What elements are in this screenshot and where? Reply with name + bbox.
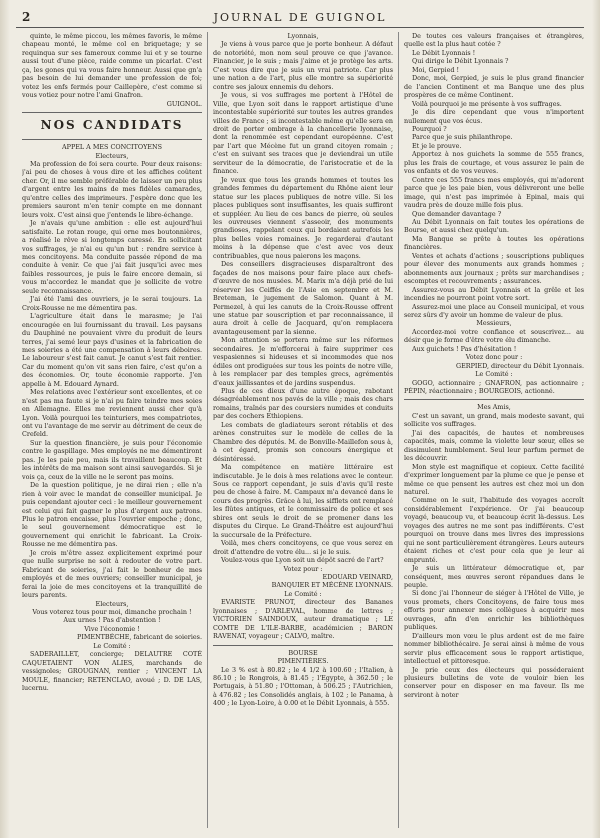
- paragraph: De la question politique, je ne dirai rien ; elle n'a rien à voir avec le mandat de conseiller municipal. Je puis cependant ajouter ceci : le meilleur gouvernement est celui qui fait gagner le plus d'argent aux patrons. Plus le patron encaisse, plus l'ouvrier empoche ; donc, le seul gouvernement démocratique est le gouvernement qui enrichit le fabricant. La Croix-Rousse ne me démentira pas.: [22, 481, 202, 549]
- signature-line: GERPIED, directeur du Débit Lyonnais.: [456, 361, 584, 370]
- paragraph: Ventes et achats d'actions ; souscriptions publiques pour élever des monuments aux grands hommes ; abonnements aux journaux ; prêts sur marchandises ; escomptes et recouvrements ; assurances.: [404, 251, 584, 286]
- paragraph: Que demander davantage ?: [412, 209, 502, 218]
- column-2: [213, 32, 393, 828]
- signature-line: BANQUIER ET MÉCÈNE LYONNAIS.: [271, 581, 393, 590]
- paragraph: Je suis un littérateur démocratique et, par conséquent, mes œuvres seront répandues dans le peuple.: [404, 564, 584, 589]
- paragraph: Voulez-vous que Lyon soit un dépôt sacré de l'art?: [221, 556, 384, 565]
- divider-rule: [22, 112, 202, 113]
- paragraph: quinte, le même piccou, les mêmes favoris, le même chapeau monté, le même col en briquetage; y se requinqua sur ses fameroux comme lui et y se tourne aussi tout d'une pièce, raide comme un picarlat. C'est ça, les gones qui va vous faire honneur. Aussi que gn'a pas besoin de lui demander une profession de foi; votez les enfs fermés pour Caillepère, c'est comme si vous votiez pour notre l'ami Gnafron.: [22, 32, 202, 100]
- centered-line: Le Comité :: [475, 370, 513, 379]
- paragraph: Contre ces 555 francs mes employés, qui m'adorent parce que je les paie bien, vous délivreront une belle image, qui n'est pas imprimée à Epinal, mais qui vaudra près de douze mille fois plus.: [404, 175, 584, 210]
- paragraph: De toutes ces valeurs françaises et étrangères, quelle est la plus haut cotée ?: [404, 32, 584, 49]
- paragraph: C'est un savant, un grand, mais modeste savant, qui sollicite vos suffrages.: [404, 411, 584, 429]
- paragraph: Voilà pourquoi je me présente à vos suffrages.: [412, 99, 562, 108]
- column-1: [22, 32, 202, 828]
- paragraph: Comme on le suit, l'habitude des voyages accroît considérablement l'expérience. Or j'ai beaucoup voyagé, beaucoup vu, et beaucoup écrit là-dessus. Les voyages des autres ne me sont pas indifférents. C'est pourquoi on trouve dans mes livres des impressions qui ne sont particulièrement étrangères. Leurs auteurs étaient riches et c'est pour cela que je leur ai emprunté.: [404, 496, 584, 564]
- divider-rule: [22, 139, 202, 140]
- paragraph: Qui dirige le Débit Lyonnais ?: [412, 57, 509, 66]
- paragraph: Ma Banque se prête à toutes les opérations financières.: [404, 234, 584, 252]
- paragraph: Je prie ceux des électeurs qui posséderaient plusieurs bulletins de vote de vouloir bien les conserver pour en disposer en ma faveur. Ils me serviront à noter: [404, 665, 584, 699]
- column-separator: [398, 32, 399, 828]
- centered-line: Votez donc pour :: [465, 353, 523, 362]
- signature-line: EDOUARD VEINARD,: [322, 573, 393, 581]
- paragraph: Ma profession de foi sera courte. Pour deux raisons: j'ai peu de choses à vous dire et les affiches coûtent cher. Or, il me semble préférable de laisser un peu plus d'argent entre les mains de mes fidèles camarades, qu'entre celles des imprimeurs. J'espère donc que les premiers sauront m'en tenir compte en me donnant leurs voix. C'est ainsi que j'entends le libre-échange.: [22, 159, 202, 219]
- paragraph: Si donc j'ai l'honneur de siéger à l'Hôtel de Ville, je vous promets, chers Concitoyens, de faire tous mes efforts pour annexer mes collègues à acquérir mes ouvrages, afin d'en enrichir les bibliothèques publiques.: [404, 589, 584, 632]
- paragraph: L'agriculture était dans le marasme; je l'ai encouragée en lui fournissant du travail. Les paysans du Dauphiné ne pouvaient vivre du produit de leurs terres, j'ai semé leur pays d'usines et la fabrication de mes soieries a été une compensation à leurs déboires. Le laboureur s'est fait canut. Je canut s'est fait rentier. Car du moment qu'on vit sans rien faire, c'est qu'on a des économies. Or, toute économie rapporte. J'en appelle à M. Edouard Aynard.: [22, 312, 202, 388]
- paragraph: Je vous, si vos suffrages me portent à l'Hôtel de Ville, que Lyon soit dans le rapport artistique d'une incontestable supériorité sur toutes les autres grandes villes de France ; si incontestable même qu'elle sera en droit de porter ombrage à la chancellerie lyonnaise, dont la renommée est cependant européenne. C'est par l'art que Mécène fut un grand citoyen romain ; c'est en suivant ses traces que je deviendrai un utile serviteur de la démocratie, de l'aristocratie et de la finance.: [213, 91, 393, 176]
- centered-line: Vous voterez tous pour moi, dimanche prochain !: [32, 608, 192, 616]
- paragraph: Mon attention se portera même sur les réformes secondaires. Je m'efforcerai à faire supprimer ces vespasiennes si hideuses et si incommodes que nos édiles ont prodiguées sur tous les points de notre ville, à les remplacer par des temples grecs, agrémentés d'eaux jaillissantes et de jardins suspendus.: [213, 336, 393, 387]
- paragraph: Et je le prouve.: [412, 141, 462, 150]
- paragraph: Mon style est magnifique et copieux. Cette facilité d'exprimer longuement par la plume ce que je pense et même ce que pensent les autres est chez moi un don naturel.: [404, 462, 584, 497]
- paragraph: Plus de ces dieux d'une autre époque, rabotant désagréablement nos pavés de la ville ; mais des chars romains, traînés par des coursiers numides et conduits par des cochers Ethiopiens.: [213, 387, 393, 421]
- column-separator: [207, 32, 208, 828]
- divider-rule: [404, 399, 584, 400]
- centered-line: Electeurs,: [95, 151, 129, 160]
- paragraph: J'ai des capacités, de hautes et nombreuses capacités, mais, comme la violette leur sœur, elles se dissimulent humblement. Seul leur parfum permet de les découvrir.: [404, 428, 584, 463]
- page-edge-left: [0, 0, 10, 838]
- centered-line: Messieurs,: [476, 319, 512, 328]
- masthead-title: JOURNAL DE GUIGNOL: [213, 11, 387, 24]
- paragraph: Mes relations avec l'extérieur sont excellentes, et ce n'est pas ma faute si je n'ai pu faire teindre mes soies en Allemagne. Elles me reviennent aussi cher qu'à Lyon. Voilà pourquoi les teinturiers, mes compatriotes, ont vu l'avantage de me servir au détriment de ceux de Crefeld.: [22, 388, 202, 439]
- paragraph: Accordez-moi votre confiance et souscrivez... au désir que je forme d'être votre élu dimanche.: [404, 327, 584, 345]
- paragraph: Pourquoi ?: [412, 124, 447, 133]
- paragraph: Je dis dire cependant que vous n'importent nullement que vos écus.: [404, 108, 584, 125]
- centered-line: Lyonnais,: [287, 32, 319, 40]
- centered-line: PIMENTIÈRES.: [277, 657, 329, 666]
- centered-line: Le Comité :: [284, 589, 322, 598]
- paragraph: Des conseillers disgracieuses disparaîtront des façades de nos maisons pour faire place aux chefs-d'œuvre de nos musées. M. Marix m'a déjà prié de lui réserver les Ceiffés de l'Asie en septembre et M. Breteman, le jugement de Salomon. Quant à M. Permezel, à qui les canuts de la Croix-Rousse offrent une statue par souscription et par reconnaissance, il aura droit à celle de Jacquard, qu'on remplacera avantageusement par la sienne.: [213, 260, 393, 336]
- paragraph: Assurez-vous au Débit Lyonnais et la grêle et les incendies ne pourront point votre sort.: [404, 285, 584, 303]
- paragraph: D'ailleurs mon vœu le plus ardent est de me faire nommer bibliothécaire. Je serai ainsi à même de vous servir plus efficacement sous le rapport artistique, intellectuel et pittoresque.: [404, 631, 584, 666]
- paragraph: Je n'avais qu'une ambition : elle est aujourd'hui satisfaite. Le rotan rouge, qui orne mes boutonnières, a réalisé le rêve si longtemps caressé. En sollicitant vos suffrages, je n'ai eu qu'un but : rendre service à mes concitoyens. Ma conduite passée répond de ma conduite à venir. Ce que j'ai fait jusqu'ici avec mes faibles ressources, je puis le faire encore demain, si vous m'accordez le mandat que je sollicite de votre seule reconnaissance.: [22, 219, 202, 295]
- paragraph: Je viens à vous parce que je porte bonheur. A défaut de notoriété, mon nom seul prouve ce que j'avance. Financier, je le suis ; mais j'aime et je protège les arts. C'est vous dire que je suis un vrai patriote. Car plus une nation a de l'art, plus elle montre sa supériorité contre ses jaloux ennemis du dehors.: [213, 40, 393, 91]
- paragraph: Parce que je suis philanthrope.: [412, 133, 513, 142]
- signature-line: PIMENTBÉCHE, fabricant de soieries.: [77, 633, 202, 642]
- paragraph: Le 3 % est à 80.82 ; le 4 1/2 à 100.60 ; l'Italien, à 86.10 ; le Rongrois, à 81.45 ; l'Egypte, à 362.50 ; le Portugais, à 51.80 ; l'Ottoman, à 506.25 ; l'Autrichien, à 476.82 ; les Consolidés anglais, à 102 ; le Panama, à 400 ; le Lyon-Loire, à 0.00 et le Débit Lyonnais, à 555.: [213, 665, 393, 708]
- centered-line: BOURSE: [288, 648, 318, 657]
- paragraph: Donc, moi, Gerpied, je suis le plus grand financier de l'ancien Continent et ma Banque une des plus prospères de ce même Continent.: [404, 74, 584, 100]
- paragraph: Voilà, mes chers concitoyens, ce que vous serez en droit d'attendre de votre élu... si je le suis.: [213, 539, 393, 556]
- paragraph: Je crois m'être assez explicitement exprimé pour que nulle surprise ne soit à redouter de votre part. Fabricant de soieries, j'ai fait le bonheur de mes employés et de mes ouvriers; conseiller municipal, je ferai la joie de mes concitoyens et la tranquillité de leurs parents.: [22, 548, 202, 600]
- paragraph: Aux guichets ! Pas d'hésitation !: [412, 344, 517, 353]
- page-edge-right: [592, 0, 600, 838]
- paragraph: J'ai été l'ami des ouvriers, je le serai toujours. La Croix-Rousse ne me démentira pas.: [22, 295, 202, 312]
- paragraph: Apportez à nos guichets la somme de 555 francs, plus les frais de courtage, et vous assurez le pain de vos enfants et de vos veuves.: [404, 150, 584, 176]
- paragraph: SADERAILLET, concierge; DELAUTRE COTÉ CAQUETAIENT VON ALIES, marchands de vessignoles; GROUGNAN, rentier ; VINCENT LA MOULE, financier; RETENCLAO, avoué ; D. DE LAS, lucernu.: [22, 650, 202, 693]
- centered-line: APPEL A MES CONCITOYENS: [62, 143, 162, 152]
- paragraph: GOGO, actionnaire ; GNAFRON, pas actionnaire ; PÉPIN, réactionnaire ; BOURGEOIS, actionné.: [404, 378, 584, 396]
- signature-line: GUIGNOL.: [166, 99, 202, 108]
- column-3: [404, 32, 584, 828]
- paragraph: Au Débit Lyonnais on fait toutes les opérations de Bourse, et aussi chez quelqu'un.: [404, 217, 584, 235]
- paragraph: Assurez-moi une place au Conseil municipal, et vous serez sûrs d'y avoir un homme de valeur de plus.: [404, 302, 584, 319]
- paragraph: Le Débit Lyonnais !: [412, 48, 476, 57]
- header-rule: [16, 27, 584, 28]
- paragraph: Je veux que tous les grands hommes et toutes les grandes femmes du département du Rhône aient leur statue sur les places publiques de notre ville. Si les places publiques sont insuffisantes, les quais suffiront et suppléer. Au lieu de ces bancs de pierre, où seules les ouvreuses viennent s'asseoir, des monuments grandioses, rappelant ceux qui bordaient autrefois les plus belles voies romaines. Je regarderai d'autant moins à la dépense que c'est avec vos deux contribuables, que nous paierons les maçons.: [213, 175, 393, 260]
- centered-line: Le Comité :: [93, 641, 131, 650]
- divider-rule: [213, 645, 393, 646]
- paragraph: Sur la question financière, je suis pour l'économie contre le gaspillage. Mes employés ne me démentiront pas. Je les paie peu, mais ils travaillent beaucoup. Et les intérêts de ma maison sont ainsi sauvegardés. Si je vois ça, ceux de la ville ne le seront pas moins.: [22, 438, 202, 481]
- page-number: 2: [22, 10, 31, 24]
- paragraph: Moi, Gerpied !: [412, 65, 460, 74]
- paragraph: Les combats de gladiateurs seront rétablis et des arènes construites sur le modèle de celles de la Chambre des députés. M. de Bonville-Maillefon sous à, à cet égard, promis son concours énergique et désintéressé.: [213, 420, 393, 463]
- section-banner: NOS CANDIDATS: [40, 118, 184, 133]
- centered-line: Electeurs,: [95, 599, 129, 608]
- paragraph: Ma compétence en matière littéraire est indiscutable. Je le dois à mes relations avec le conteur. Sous ce rapport cependant, je suis d'avis qu'il reste peu de chose à faire. M. Campaux m'a devancé dans le cours des progrès. Grâce à lui, les sifflets ont remplacé les flûtes antiques, et le commissaire de police et ses sbires ont seuls le droit de se promener dans les disputes du Cirque. Le Grand-Théâtre est aujourd'hui la succursale de la Préfecture.: [213, 463, 393, 539]
- paragraph: EVARISTE PRUNOT, directeur des Bananes lyonnaises ; D'ARLEVAL, homme de lettres ; VICTORIEN SAINDOUX, auteur dramatique ; LE COMTE DE L'ILE-BARBE, académicien ; BARON RAVENAT, voyageur ; CALVO, maître.: [213, 598, 393, 641]
- centered-line: Vive l'économie !: [84, 624, 140, 633]
- centered-line: Aux urnes ! Pas d'abstention !: [63, 616, 161, 625]
- centered-line: Mes Amis,: [477, 403, 511, 412]
- centered-line: Votez pour :: [283, 564, 323, 573]
- page-header: [14, 10, 586, 28]
